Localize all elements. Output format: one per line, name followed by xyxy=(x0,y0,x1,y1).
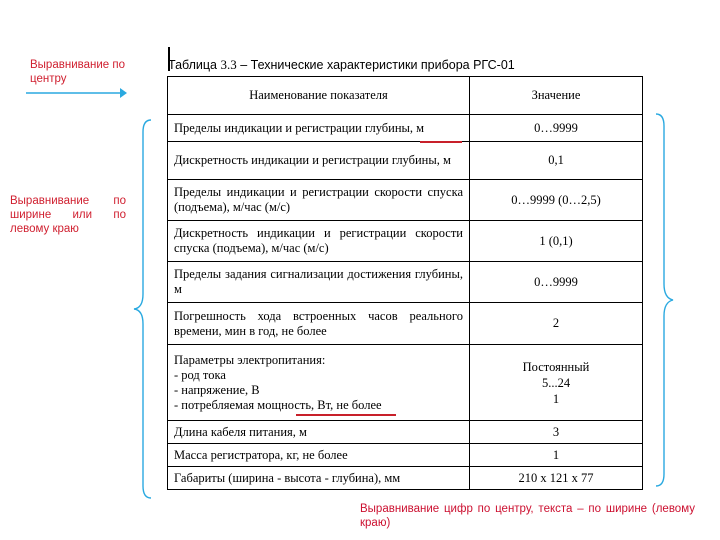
row-value: 0…9999 xyxy=(470,262,643,303)
right-arrow-icon xyxy=(24,86,128,100)
right-brace-icon xyxy=(652,112,676,488)
left-brace-icon xyxy=(131,118,155,500)
bottom-alignment-note: Выравнивание цифр по центру, текста – по ширине (левому краю) xyxy=(360,503,695,529)
row-value: 0…9999 xyxy=(470,115,643,142)
specs-table xyxy=(167,76,642,490)
row-name: Пределы индикации и регистрации глубины, м xyxy=(168,115,470,142)
row-value: 2 xyxy=(470,303,643,345)
row-name-multiline: Параметры электропитания: - род тока - напряжение, В - потребляемая мощность, Вт, не более xyxy=(168,345,470,421)
row-name: Пределы индикации и регистрации скорости спуска (подъема), м/час (м/с) xyxy=(168,180,470,221)
table-row xyxy=(168,142,643,180)
row-value: 0,1 xyxy=(470,142,643,180)
table-row xyxy=(168,467,643,490)
row-name: Пределы задания сигнализации достижения глубины, м xyxy=(168,262,470,303)
row-name: Дискретность индикации и регистрации глубины, м xyxy=(168,142,470,180)
row-name: Габариты (ширина - высота - глубина), мм xyxy=(168,467,470,490)
row-name: Погрешность хода встроенных часов реального времени, мин в год, не более xyxy=(168,303,470,345)
table-row xyxy=(168,221,643,262)
table-row xyxy=(168,180,643,221)
table-row xyxy=(168,444,643,467)
row-value: 1 xyxy=(470,444,643,467)
center-alignment-note: Выравнивание по центру xyxy=(30,59,125,85)
table-row xyxy=(168,115,643,142)
header-name: Наименование показателя xyxy=(168,77,470,115)
row-value: 210 x 121 x 77 xyxy=(470,467,643,490)
row-name: Дискретность индикации и регистрации скорости спуска (подъема), м/час (м/с) xyxy=(168,221,470,262)
table-caption: Таблица 3.3 – Технические характеристики прибора РГС-01 xyxy=(168,57,515,72)
row-value: 0…9999 (0…2,5) xyxy=(470,180,643,221)
row-name: Длина кабеля питания, м xyxy=(168,421,470,444)
table-row xyxy=(168,345,643,421)
table-header-row xyxy=(168,77,643,115)
row-name: Масса регистратора, кг, не более xyxy=(168,444,470,467)
justify-alignment-note: Выравнивание по ширине или по левому краю xyxy=(10,195,126,235)
row-value-multiline: Постоянный 5...24 1 xyxy=(470,345,643,421)
row-value: 3 xyxy=(470,421,643,444)
red-underline-mark xyxy=(420,141,462,143)
table-row xyxy=(168,262,643,303)
header-value: Значение xyxy=(470,77,643,115)
row-value: 1 (0,1) xyxy=(470,221,643,262)
red-underline-mark xyxy=(296,414,396,416)
table-row xyxy=(168,303,643,345)
table-row xyxy=(168,421,643,444)
